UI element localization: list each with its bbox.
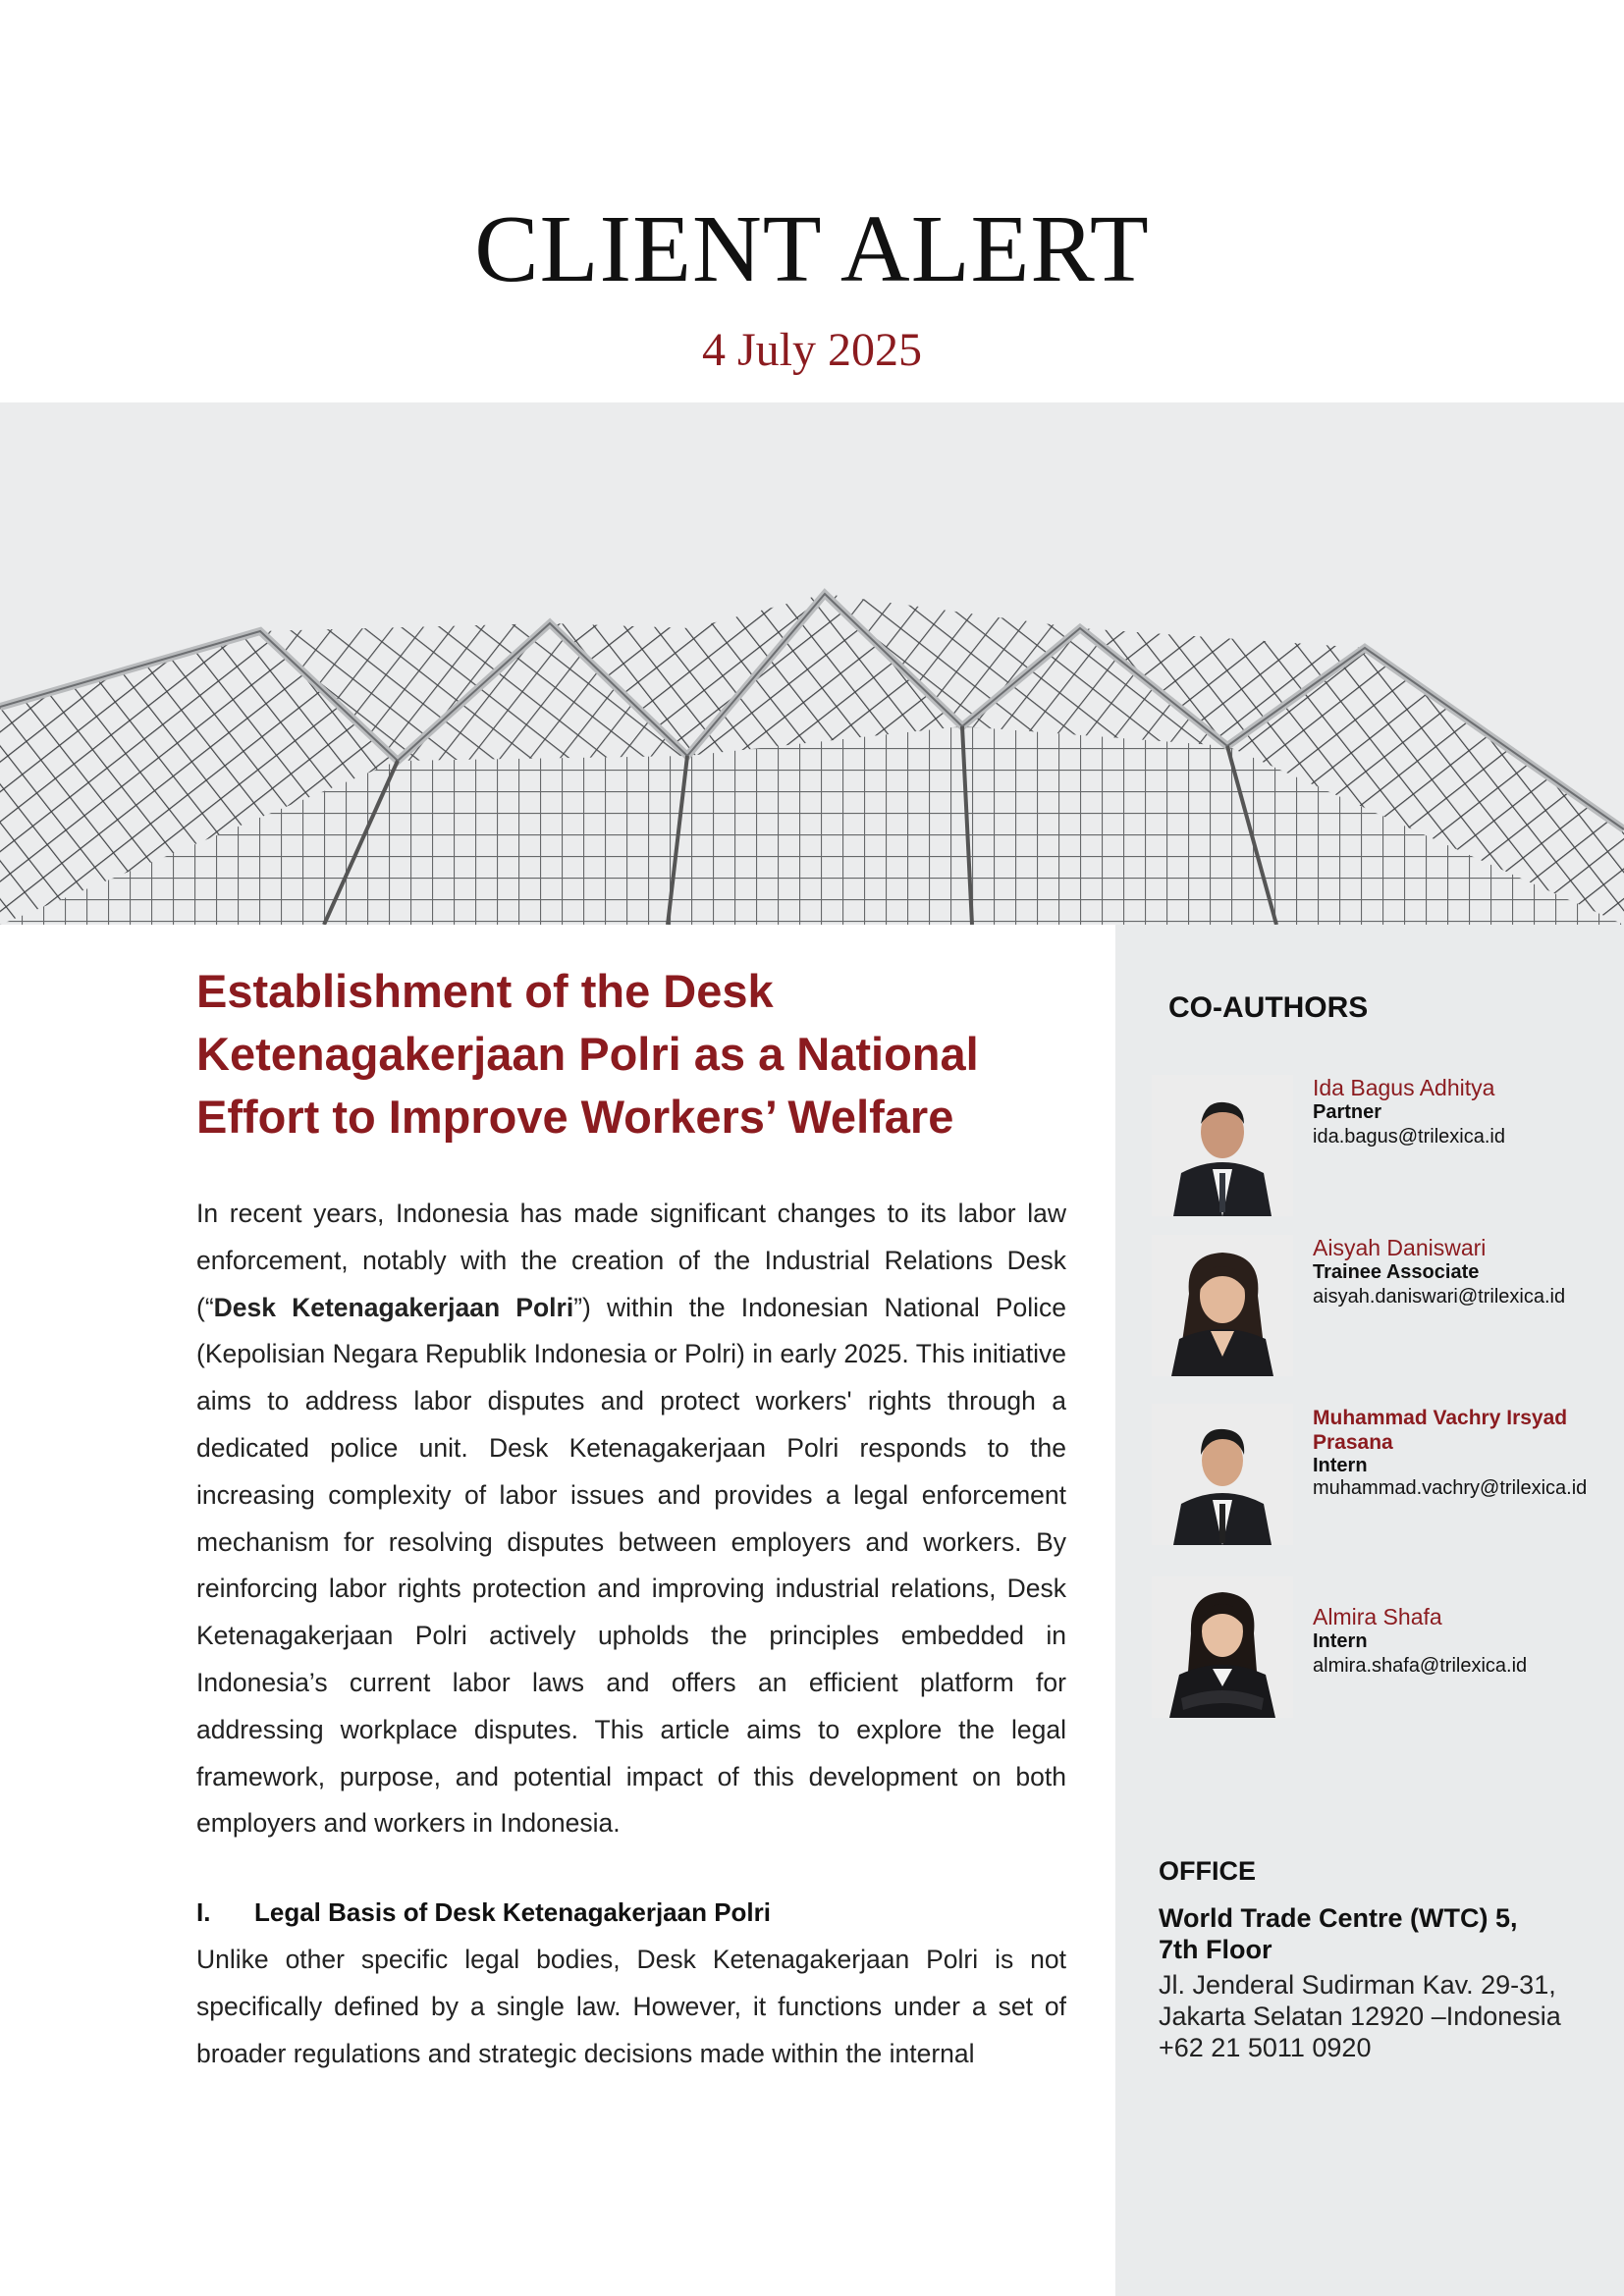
author-name: Almira Shafa [1313,1604,1442,1629]
avatar [1152,1404,1293,1545]
article-title: Establishment of the Desk Ketenagakerjaan Polri as a National Effort to Improve Workers’ Welfare [196,965,979,1143]
author-name-continued: Prasana [1313,1431,1393,1454]
author-name: Muhammad Vachry Irsyad [1313,1407,1568,1429]
coauthors-heading: CO-AUTHORS [1168,991,1369,1024]
office-address-line: Jakarta Selatan 12920 –Indonesia [1159,2002,1561,2031]
author-email[interactable]: aisyah.daniswari@trilexica.id [1313,1286,1566,1308]
section-number: I. [196,1897,211,1927]
author-card [1152,1235,1613,1378]
person-photo-icon [1152,1576,1293,1718]
office-address-line: Jl. Jenderal Sudirman Kav. 29-31, [1159,1970,1556,2000]
office-heading: OFFICE [1159,1856,1256,1886]
page-title: CLIENT ALERT [474,196,1150,302]
author-role: Partner [1313,1101,1382,1123]
office-building: World Trade Centre (WTC) 5, 7th Floor [1159,1903,1518,1964]
author-email[interactable]: ida.bagus@trilexica.id [1313,1126,1505,1148]
author-name: Aisyah Daniswari [1313,1235,1487,1260]
person-photo-icon [1152,1235,1293,1376]
defined-term: Desk Ketenagakerjaan Polri [213,1292,574,1322]
author-card [1152,1404,1613,1547]
author-email[interactable]: muhammad.vachry@trilexica.id [1313,1477,1588,1499]
avatar [1152,1075,1293,1216]
section-paragraph: Unlike other specific legal bodies, Desk Ketenagakerjaan Polri is not specifically defined by a single law. However, it functions under a set of broader regulations and strategic decisions made within the internal [196,1945,1066,2068]
avatar [1152,1235,1293,1376]
author-role: Intern [1313,1455,1368,1476]
glass-building-facade-image [0,402,1624,925]
person-photo-icon [1152,1075,1293,1216]
hero-image [0,402,1624,925]
person-photo-icon [1152,1404,1293,1545]
publication-date: 4 July 2025 [701,324,922,376]
author-card [1152,1075,1613,1218]
intro-paragraph: In recent years, Indonesia has made significant changes to its labor law enforcement, notably with the creation of the Industrial Relations Desk (“Desk Ketenagakerjaan Polri”) within the Indonesian National Police (Kepolisian Negara Republik Indonesia or Polri) in early 2025. This initiative aims to address labor disputes and protect workers' rights through a dedicated police unit. Desk Ketenagakerjaan Polri responds to the increasing complexity of labor issues and provides a legal enforcement mechanism for resolving disputes between employers and workers. By reinforcing labor rights protection and improving industrial relations, Desk Ketenagakerjaan Polri actively upholds the principles embedded in Indonesia’s current labor laws and offers an efficient platform for addressing workplace disputes. This article aims to explore the legal framework, purpose, and potential impact of this development on both employers and workers in Indonesia. [196,1199,1066,1839]
author-role: Intern [1313,1630,1368,1652]
author-card [1152,1576,1613,1720]
section-heading: Legal Basis of Desk Ketenagakerjaan Polri [254,1897,771,1927]
office-phone: +62 21 5011 0920 [1159,2033,1372,2062]
author-role: Trainee Associate [1313,1261,1480,1283]
author-name: Ida Bagus Adhitya [1313,1075,1495,1100]
author-email[interactable]: almira.shafa@trilexica.id [1313,1655,1528,1677]
avatar [1152,1576,1293,1718]
